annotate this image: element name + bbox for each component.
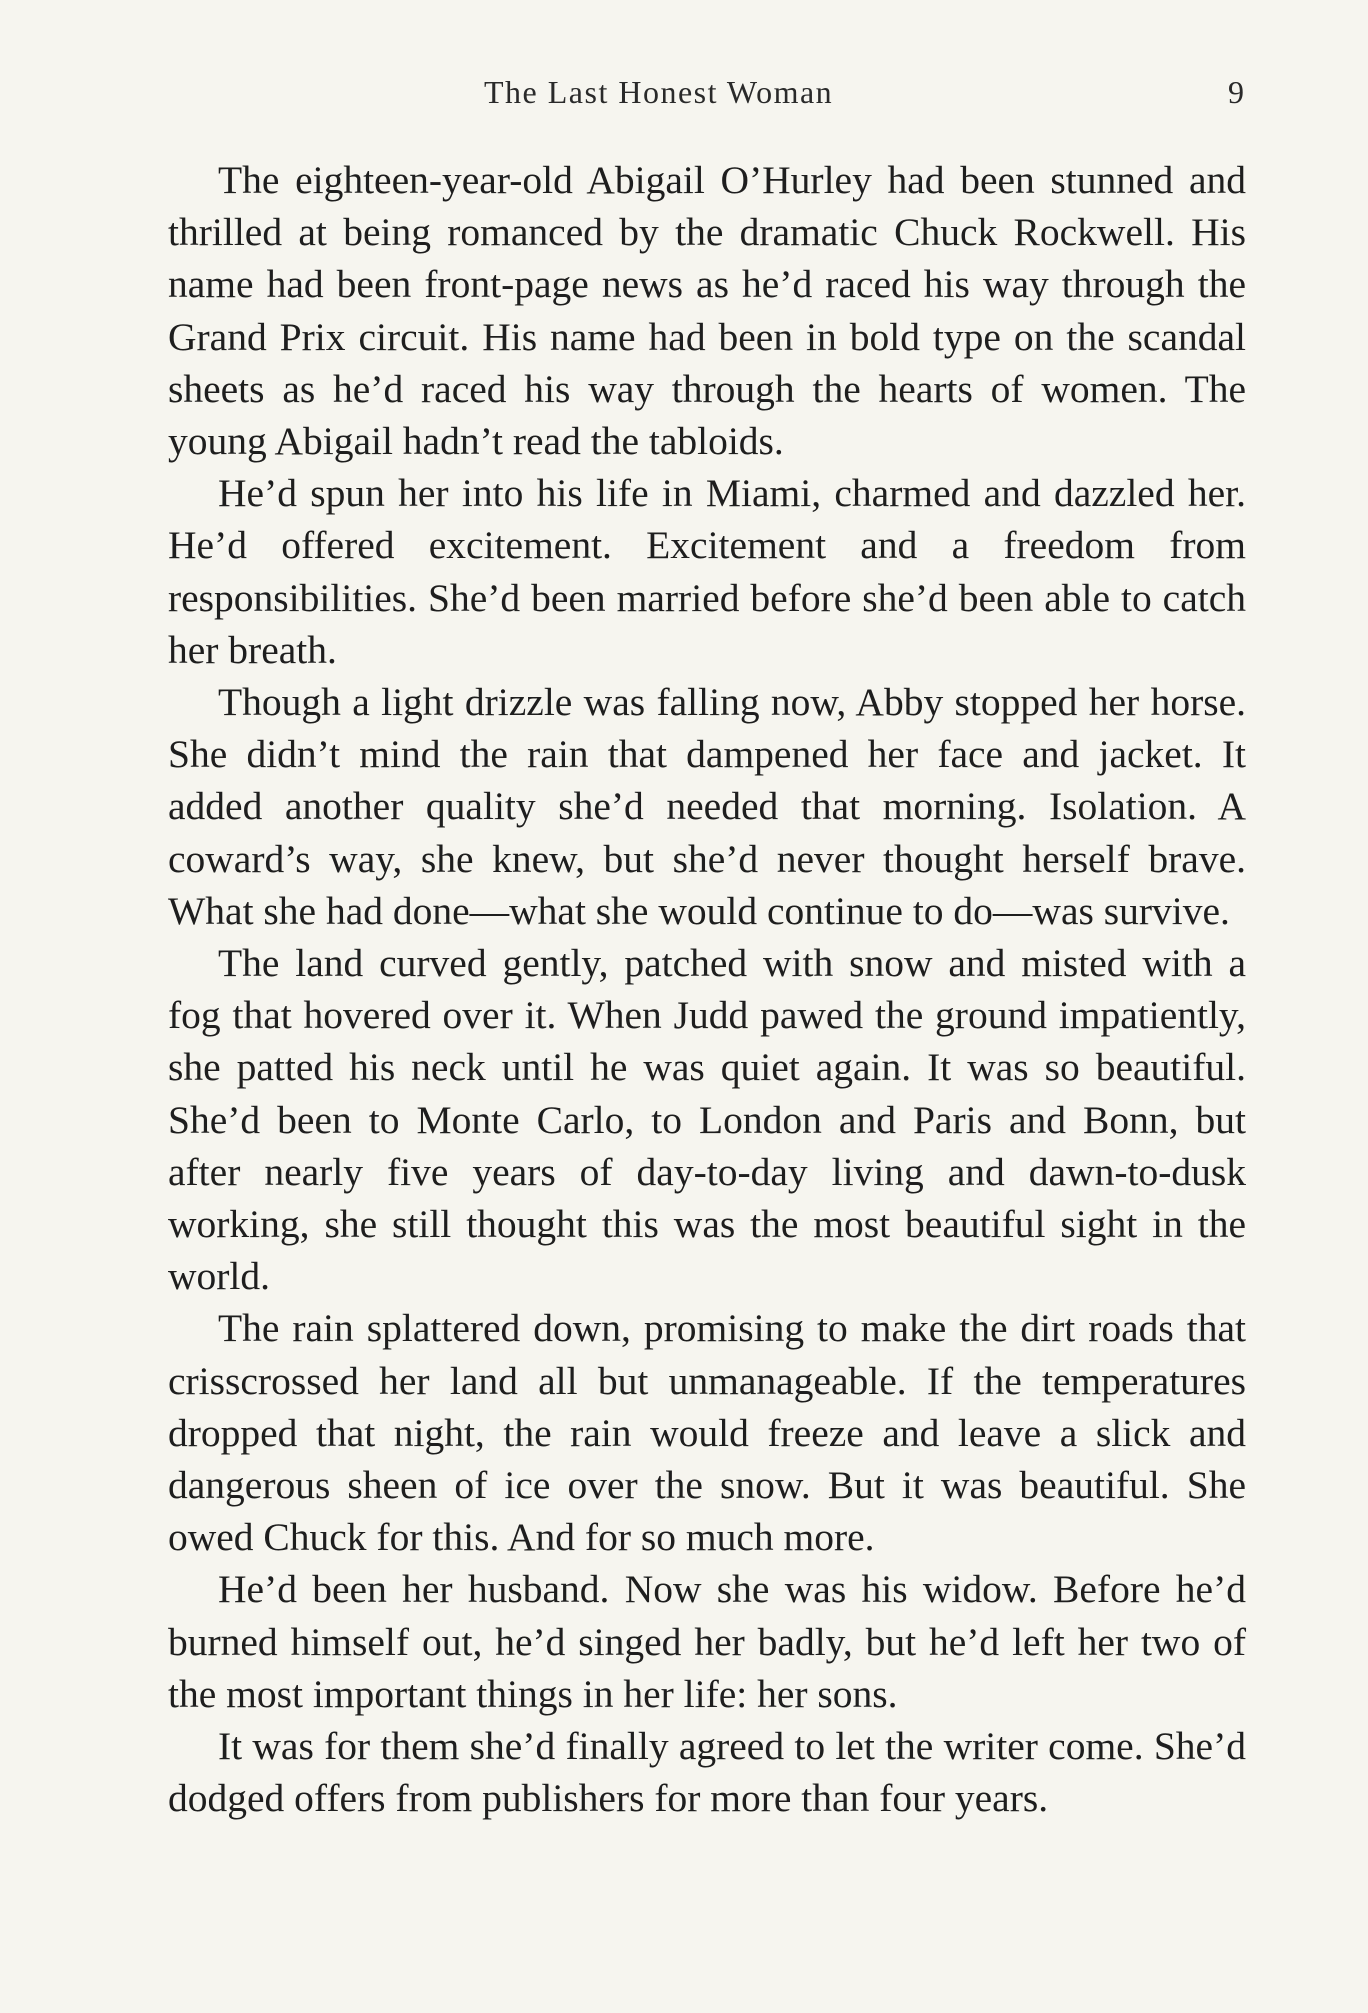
paragraph: The land curved gently, patched with snow and misted with a fog that hovered over it. When Judd pawed the ground impatiently, she patted his neck until he was quiet again. It was so beautiful. She’d been to Monte Carlo, to London and Paris and Bonn, but after nearly five years of day-to-day living and dawn-to-dusk working, she still thought this was the most beautiful sight in the world. [168,941,1246,1299]
running-header [0,74,1368,118]
body-text [168,154,1246,1825]
paragraph: He’d been her husband. Now she was his widow. Before he’d burned himself out, he’d singed her badly, but he’d left her two of the most important things in her life: her sons. [168,1567,1246,1716]
paragraph: The rain splattered down, promising to make the dirt roads that crisscrossed her land all but unmanageable. If the temperatures dropped that night, the rain would freeze and leave a slick and dangerous sheen of ice over the snow. But it was beautiful. She owed Chuck for this. And for so much more. [168,1306,1246,1560]
paragraph: It was for them she’d finally agreed to let the writer come. She’d dodged offers from publishers for more than four years. [168,1724,1246,1821]
paragraph: The eighteen-year-old Abigail O’Hurley had been stunned and thrilled at being romanced by the dramatic Chuck Rockwell. His name had been front-page news as he’d raced his way through the Grand Prix circuit. His name had been in bold type on the scandal sheets as he’d raced his way through the hearts of women. The young Abigail hadn’t read the tabloids. [168,158,1246,464]
page-number: 9 [1228,74,1246,110]
paragraph: He’d spun her into his life in Miami, charmed and dazzled her. He’d offered excitement. Excitement and a freedom from responsibilities. She’d been married before she’d been able to catch her breath. [168,471,1246,672]
paragraph: Though a light drizzle was falling now, Abby stopped her horse. She didn’t mind the rain that dampened her face and jacket. It added another quality she’d needed that morning. Isolation. A coward’s way, she knew, but she’d never thought herself brave. What she had done—what she would continue to do—was survive. [168,680,1246,933]
running-title: The Last Honest Woman [484,74,834,110]
